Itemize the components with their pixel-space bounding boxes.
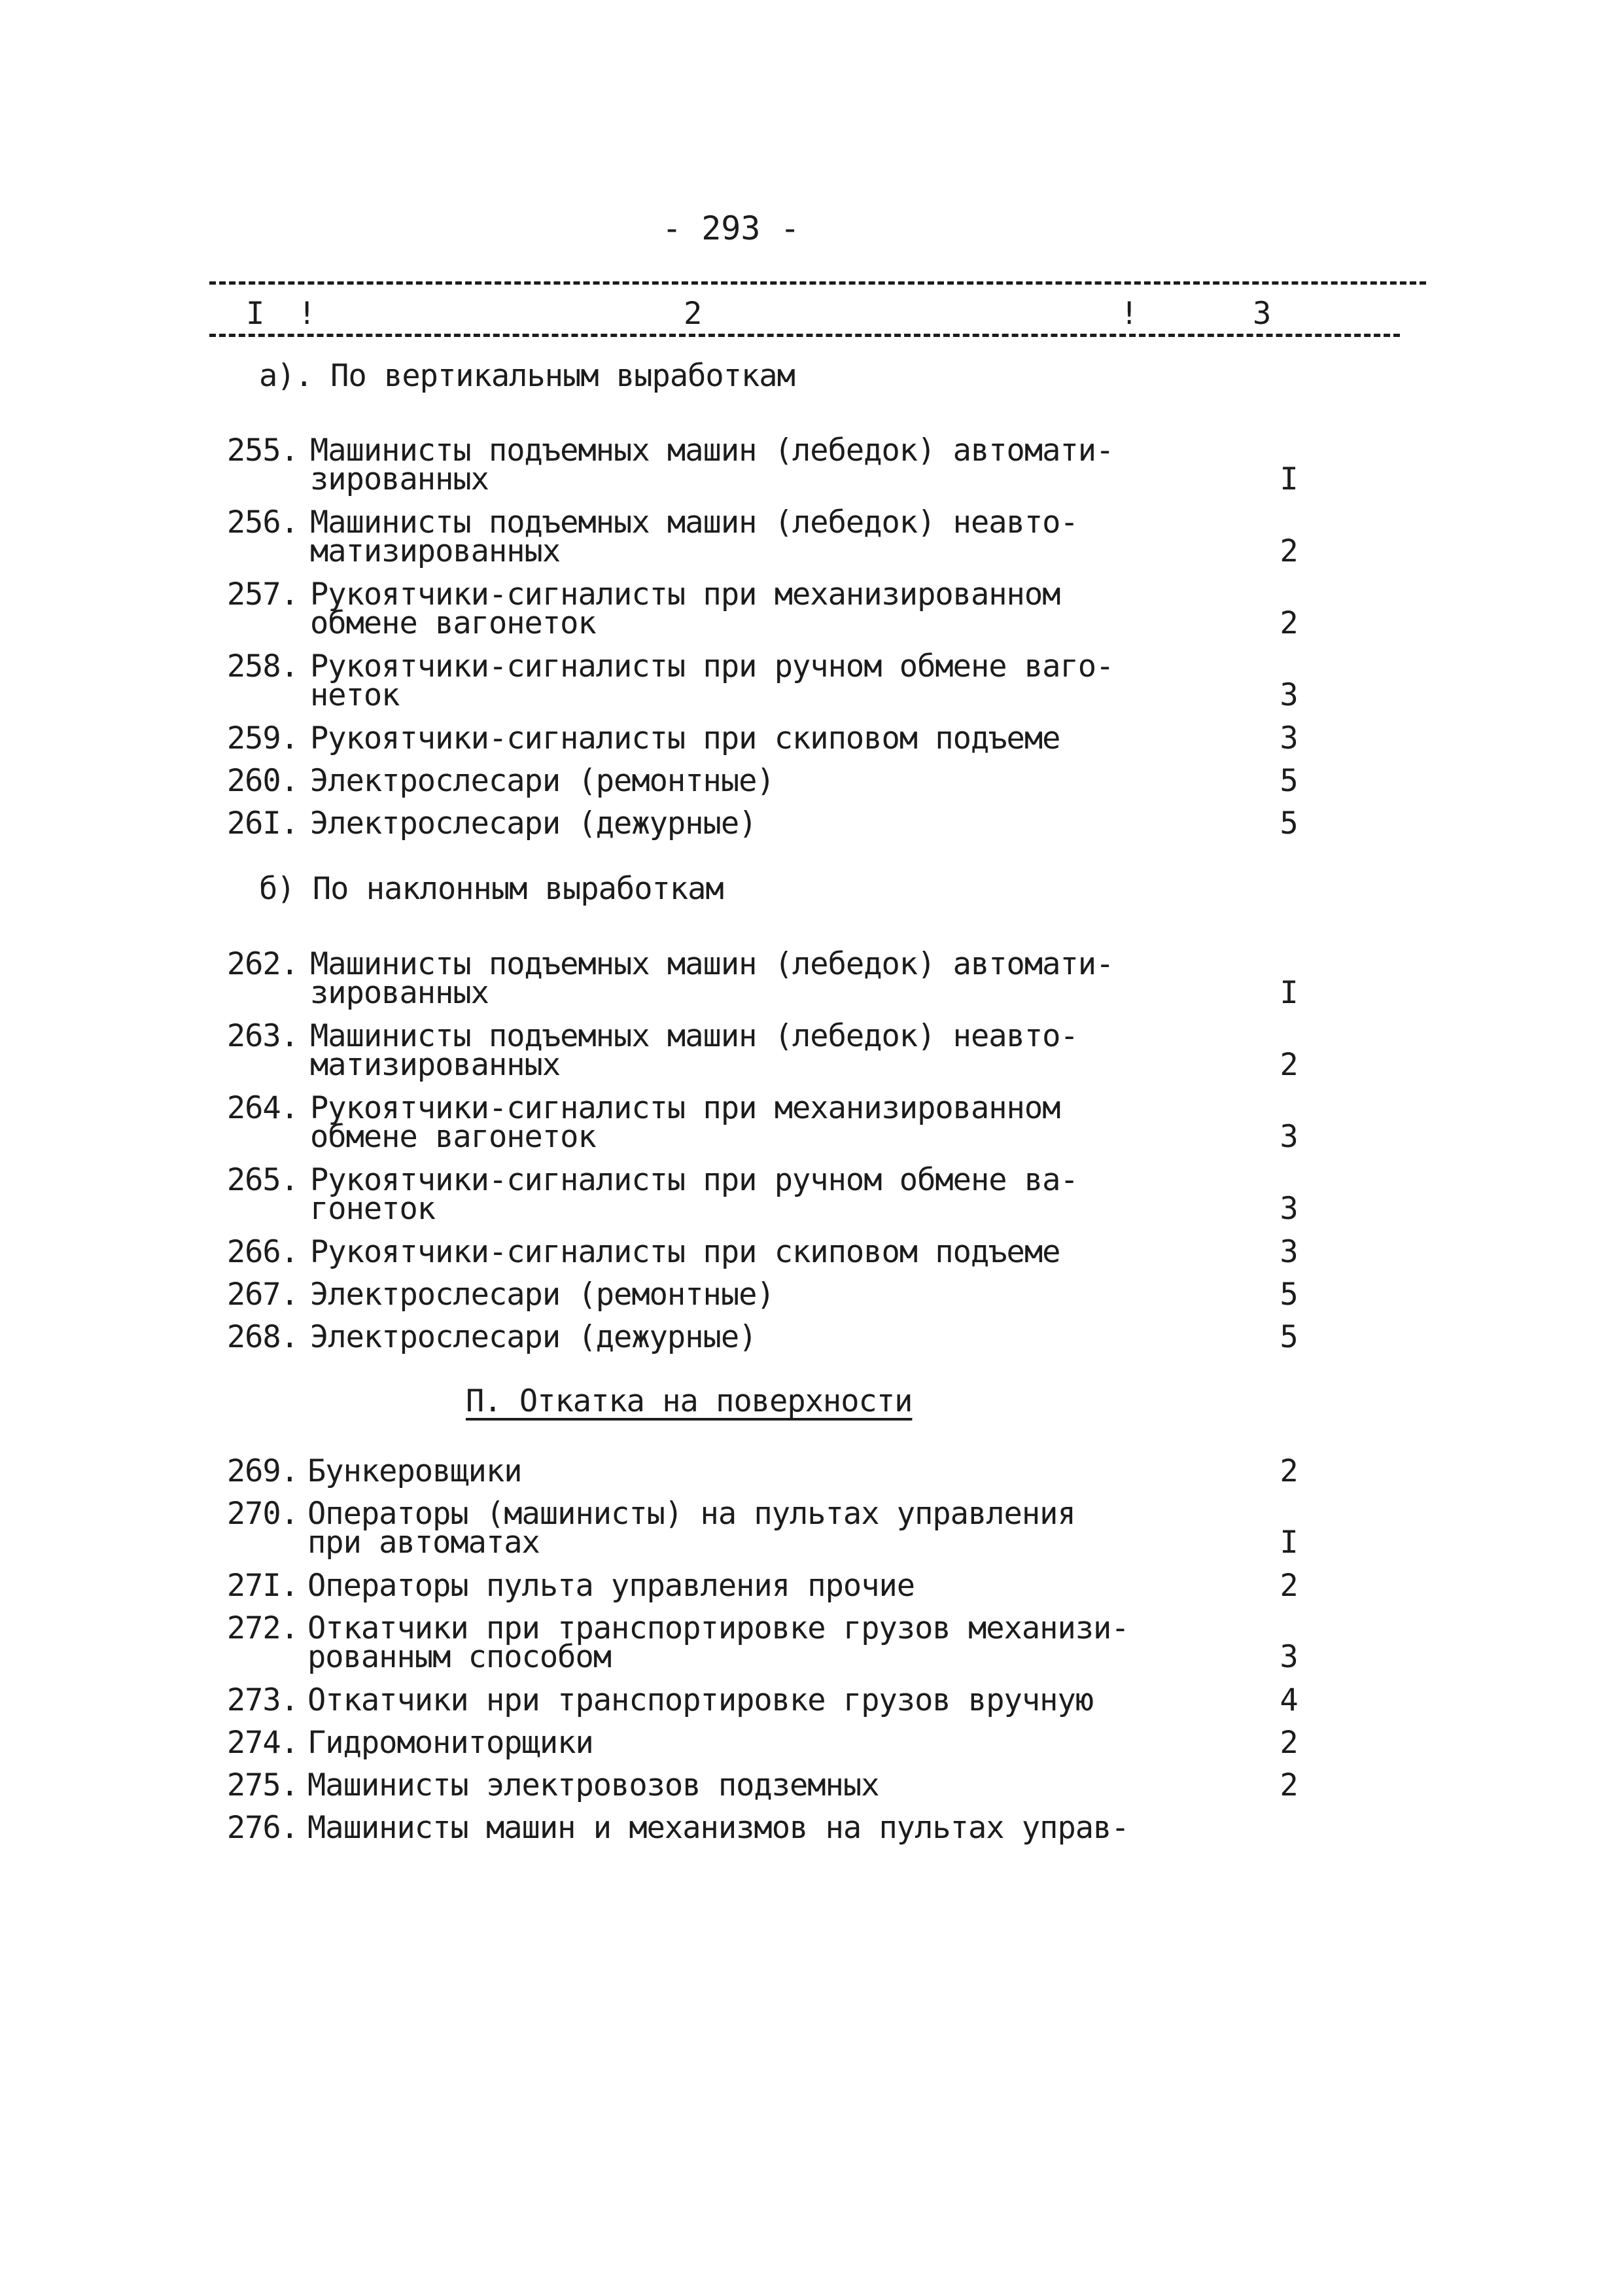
- item-value: I: [1280, 461, 1298, 497]
- item-text: Рукоятчики-сигналисты при ручном обмене ва- гонеток: [310, 1162, 1078, 1227]
- item-text: Электрослесари (дежурные): [310, 805, 757, 841]
- item-text: Машинисты подъемных машин (лебедок) автомати- зированных: [310, 433, 1114, 497]
- subsection-heading: б) По наклонным выработкам: [259, 871, 724, 907]
- item-value: 5: [1280, 763, 1298, 799]
- section-heading: П. Откатка на поверхности: [466, 1383, 913, 1419]
- item-number: 272.: [226, 1610, 298, 1646]
- item-value: 2: [1280, 1047, 1298, 1083]
- item-number: 268.: [226, 1319, 298, 1355]
- item-number: 265.: [226, 1162, 298, 1198]
- item-number: 260.: [226, 763, 298, 799]
- item-value: 5: [1280, 1277, 1298, 1313]
- item-value: 3: [1280, 677, 1298, 713]
- item-number: 256.: [226, 504, 298, 540]
- item-number: 269.: [226, 1453, 298, 1489]
- column-divider: !: [298, 296, 316, 332]
- item-number: 273.: [226, 1682, 298, 1718]
- item-text: Бункеровщики: [307, 1453, 522, 1489]
- item-text: Откатчики при транспортировке грузов механизи- рованным способом: [307, 1610, 1129, 1675]
- item-text: Электрослесари (дежурные): [310, 1319, 757, 1355]
- item-number: 255.: [226, 433, 298, 468]
- item-number: 259.: [226, 720, 298, 756]
- item-value: 2: [1280, 605, 1298, 641]
- item-number: 258.: [226, 648, 298, 684]
- item-number: 266.: [226, 1234, 298, 1270]
- item-text: Гидромониторщики: [307, 1725, 593, 1761]
- item-text: Операторы пульта управления прочие: [307, 1568, 915, 1604]
- item-text: Операторы (машинисты) на пультах управления при автоматах: [307, 1496, 1075, 1561]
- item-text: Машинисты машин и механизмов на пультах управ-: [307, 1810, 1129, 1846]
- item-text: Рукоятчики-сигналисты при ручном обмене ваго- неток: [310, 648, 1114, 713]
- item-number: 262.: [226, 946, 298, 982]
- item-number: 263.: [226, 1018, 298, 1054]
- item-text: Машинисты подъемных машин (лебедок) неавто- матизированных: [310, 1018, 1078, 1083]
- item-text: Машинисты электровозов подземных: [307, 1767, 879, 1803]
- item-value: 2: [1280, 533, 1298, 569]
- item-number: 274.: [226, 1725, 298, 1761]
- column-header-1: I: [246, 296, 264, 332]
- item-number: 264.: [226, 1090, 298, 1126]
- item-text: Машинисты подъемных машин (лебедок) неавто- матизированных: [310, 504, 1078, 569]
- item-text: Электрослесари (ремонтные): [310, 763, 775, 799]
- item-value: I: [1280, 975, 1298, 1011]
- item-value: 3: [1280, 1119, 1298, 1155]
- item-number: 26I.: [226, 805, 298, 841]
- item-value: 5: [1280, 805, 1298, 841]
- page-number: - 293 -: [662, 209, 800, 247]
- item-value: 2: [1280, 1725, 1298, 1761]
- item-text: Машинисты подъемных машин (лебедок) автомати- зированных: [310, 946, 1114, 1011]
- item-value: 3: [1280, 1234, 1298, 1270]
- table-header-border: [209, 334, 1400, 337]
- item-number: 275.: [226, 1767, 298, 1803]
- item-value: 3: [1280, 1191, 1298, 1227]
- subsection-heading: а). По вертикальным выработкам: [259, 358, 795, 394]
- item-text: Электрослесари (ремонтные): [310, 1277, 775, 1313]
- column-header-3: 3: [1253, 296, 1271, 332]
- item-value: 4: [1280, 1682, 1298, 1718]
- item-value: 2: [1280, 1767, 1298, 1803]
- column-header-2: 2: [684, 296, 702, 332]
- item-number: 27I.: [226, 1568, 298, 1604]
- item-text: Рукоятчики-сигналисты при механизированном обмене вагонеток: [310, 576, 1060, 641]
- item-value: 2: [1280, 1453, 1298, 1489]
- item-text: Рукоятчики-сигналисты при скиповом подъеме: [310, 1234, 1060, 1270]
- item-text: Откатчики нри транспортировке грузов вручную: [307, 1682, 1094, 1718]
- item-text: Рукоятчики-сигналисты при механизированном обмене вагонеток: [310, 1090, 1060, 1155]
- item-value: 2: [1280, 1568, 1298, 1604]
- item-value: 3: [1280, 1639, 1298, 1675]
- table-top-border: [209, 281, 1426, 285]
- item-text: Рукоятчики-сигналисты при скиповом подъеме: [310, 720, 1060, 756]
- item-value: I: [1280, 1525, 1298, 1561]
- item-number: 257.: [226, 576, 298, 612]
- item-value: 5: [1280, 1319, 1298, 1355]
- item-number: 276.: [226, 1810, 298, 1846]
- item-number: 270.: [226, 1496, 298, 1532]
- item-number: 267.: [226, 1277, 298, 1313]
- column-divider: !: [1120, 296, 1138, 332]
- item-value: 3: [1280, 720, 1298, 756]
